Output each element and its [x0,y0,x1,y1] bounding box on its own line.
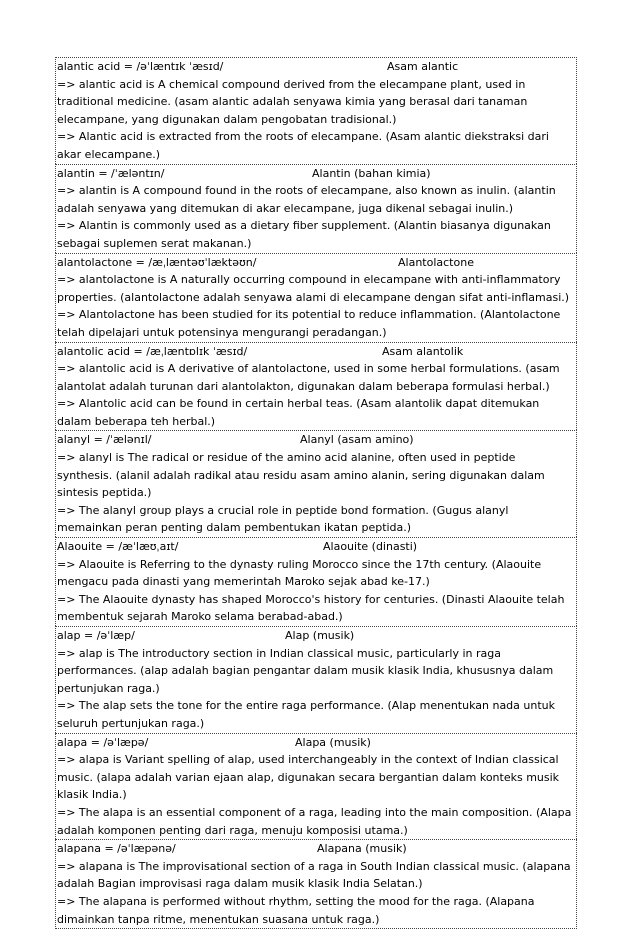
translation: Alap (musik) [285,629,355,642]
definition: => alantolactone is A naturally occurring compound in elecampane with anti-inflammatory properties. (alantolactone adalah senyawa alami di elecampane dengan sifat anti-inflamasi.) [57,273,570,304]
example: => Alantolactone has been studied for its potential to reduce inflammation. (Alantolactone telah dipelajari untuk potensinya mengurangi peradangan.) [57,308,561,339]
headword: alapana = /əˈlæpənə/ [57,842,176,856]
headword: alapa = /əˈlæpə/ [57,735,149,749]
entry-alantolactone [55,253,577,342]
headword: alantolactone = /æˌlæntəʊˈlæktəʊn/ [57,255,257,269]
entry-alanyl [55,430,577,537]
headword: alantic acid = /əˈlæntɪk ˈæsɪd/ [57,60,224,73]
entry-alantin [55,164,577,253]
entry-header [57,343,574,361]
translation: Alantin (bahan kimia) [312,166,431,180]
entry-header [57,58,574,76]
example: => Alantic acid is extracted from the roots of elecampane. (Asam alantic diekstraksi dari akar elecampane.) [57,130,549,161]
translation: Alaouite (dinasti) [323,540,418,554]
entry-header [57,627,574,645]
translation: Asam alantic [387,60,459,73]
example: => The alanyl group plays a crucial role in peptide bond formation. (Gugus alanyl memainkan peran penting dalam pembentukan ikatan peptida.) [57,503,509,535]
headword: alantin = /ˈæləntɪn/ [57,166,165,180]
definition: => alapana is The improvisational section of a raga in South Indian classical music. (alapana adalah Bagian improvisasi raga dalam musik klasik India Selatan.) [57,859,571,891]
entry-alap [55,626,577,733]
entry-header [57,538,574,556]
headword: alap = /əˈlæp/ [57,629,135,642]
entry-alapa [55,733,577,840]
example: => Alantin is commonly used as a dietary fiber supplement. (Alantin biasanya digunakan sebagai suplemen serat makanan.) [57,219,551,250]
entry-alantolic-acid [55,342,577,431]
definition: => alantic acid is A chemical compound derived from the elecampane plant, used in traditional medicine. (asam alantic adalah senyawa kimia yang berasal dari tanaman elecampane, yang digunakan dalam pengobatan tradisional.) [57,77,528,126]
translation: Alantolactone [398,255,474,269]
example: => The Alaouite dynasty has shaped Morocco's history for centuries. (Dinasti Alaouite telah membentuk sejarah Maroko selama berabad-abad.) [57,592,565,624]
entry-alaouite [55,537,577,626]
headword: alantolic acid = /æˌlæntɒlɪk ˈæsɪd/ [57,344,248,358]
definition: => Alaouite is Referring to the dynasty ruling Morocco since the 17th century. (Alaouite mengacu pada dinasti yang memerintah Maroko sejak abad ke-17.) [57,557,542,589]
definition: => alantolic acid is A derivative of alantolactone, used in some herbal formulations. (asam alantolat adalah turunan dari alantolakton, digunakan dalam beberapa formulasi herbal.) [57,362,560,393]
example: => Alantolic acid can be found in certain herbal teas. (Asam alantolik dapat ditemukan dalam beberapa teh herbal.) [57,397,540,428]
example: => The alapa is an essential component of a raga, leading into the main composition. (Alapa adalah komponen penting dari raga, menuju komposisi utama.) [57,805,572,837]
entry-alapana [55,839,577,929]
definition: => alap is The introductory section in Indian classical music, particularly in raga performances. (alap adalah bagian pengantar dalam musik klasik India, khususnya dalam pertunjukan raga.) [57,646,554,695]
entry-header [57,431,574,449]
entry-alantic-acid [55,57,577,164]
translation: Asam alantolik [382,344,464,358]
headword: alanyl = /ˈælənɪl/ [57,433,152,447]
entry-header [57,734,574,752]
definition: => alapa is Variant spelling of alap, used interchangeably in the context of Indian classical music. (alapa adalah varian ejaan alap, digunakan secara bergantian dalam konteks musik klasik India.) [57,753,560,802]
entry-header [57,165,574,183]
definition: => alanyl is The radical or residue of the amino acid alanine, often used in peptide synthesis. (alanil adalah radikal atau residu asam amino alanin, sering digunakan dalam sintesis peptida.) [57,451,545,500]
entry-header [57,254,574,272]
definition: => alantin is A compound found in the roots of elecampane, also known as inulin. (alantin adalah senyawa yang ditemukan di akar elecampane, juga dikenal sebagai inulin.) [57,184,556,215]
headword: Alaouite = /æˈlæʊˌaɪt/ [57,540,179,554]
example: => The alapana is performed without rhythm, setting the mood for the raga. (Alapana dimainkan tanpa ritme, menentukan suasana untuk raga.) [57,894,535,926]
translation: Alanyl (asam amino) [300,433,414,447]
dictionary-page [55,57,577,929]
example: => The alap sets the tone for the entire raga performance. (Alap menentukan nada untuk seluruh pertunjukan raga.) [57,699,556,730]
translation: Alapa (musik) [295,735,371,749]
entry-header [57,840,574,858]
translation: Alapana (musik) [317,842,407,856]
